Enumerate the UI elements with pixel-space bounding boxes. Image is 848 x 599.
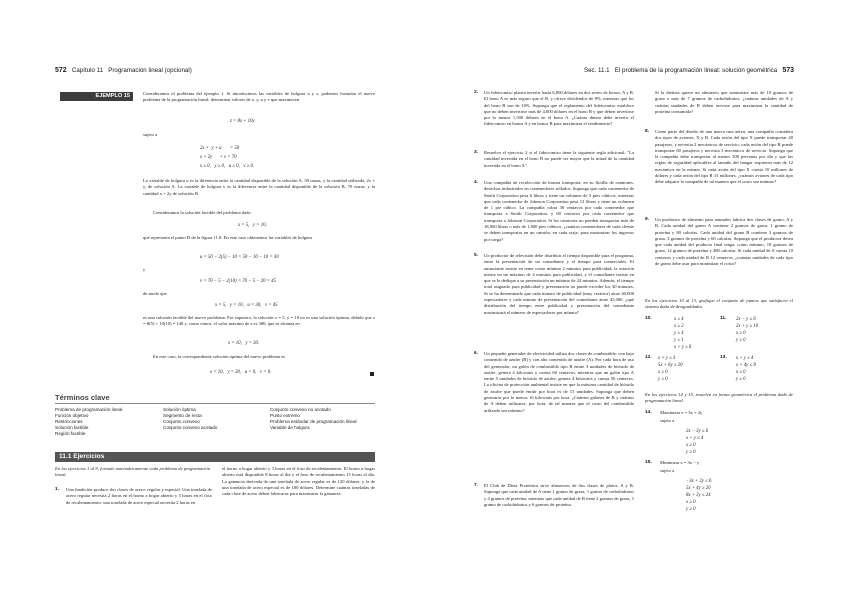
exercise-1-text-b: el horno a hogar abierto y 3 horas en el foso de recalentamiento. El horno a hogar abierto está disponible 8 horas al día y el foso de recalentamiento 15 horas al día. La ganancia derivada de una tonelada de acero regular es de 120 dólares, y la de una tonelada de acero especial es de 100 dólares. Determine cuántas toneladas de cada clase de acero deben fabricarse para maximizar la ganancia. <box>222 466 375 497</box>
exercise-1-text-a: Una fundición produce dos clases de acero: regular y especial. Una tonelada de acero regular necesita 2 horas en el horno a hogar abierto y 5 horas en el foso de recalentamiento; una tonelada de acero especial necesita 2 horas en <box>66 487 212 505</box>
key-term: Función objetivo <box>55 413 89 418</box>
exercise-2-text: Un fideicomiso planea invertir hasta 6,000 dólares en dos series de bonos, A y B. El bono A es más seguro que el B, y ofrece dividendos de 8%, mientras que los del bono B son de 10%. Suponga que el reglamento del fideicomiso establece que no deben invertirse más de 4,000 dólares en el bono B y que deben invertirse por lo menos 1,500 dólares en el bono A. ¿Cuánto dinero debe invertir el fideicomiso en bonos A y en bonos B para maximizar el rendimiento? <box>484 90 634 127</box>
exercise-12-system: x + y ≤ 3 5x + 6y ≥ 20 x ≥ 0 y ≥ 0 <box>658 356 683 382</box>
exercise-14-objective: Maximizar z = 3x + 2y <box>660 410 703 415</box>
exercise-5-text: Un productor de televisión debe distribuir el tiempo disponible para el programa, entre la presentación de un comediante y el tiempo para comerciales. El anunciante insiste en tener como mínimo 2 minutos para publicidad; la estación insiste en un máximo de 4 minutos para publicidad, y el comediante insiste en que se le dedique a su presentación un mínimo de 24 minutos. Además, el tiempo total asignado para publicidad y presentación no puede exceder los 30 minutos. Si se ha determinado que cada minuto de publicidad (muy creativa) atrae 40,000 espectadores y cada minuto de presentación del comediante atrae 45,000, ¿qué distribución del tiempo entre publicidad y presentación del comediante maximizará el número de espectadores por minuto? <box>484 253 634 315</box>
y-word: y <box>143 267 146 272</box>
exercises-instructions: En los ejercicios 1 al 9, formule matemáticamente cada problema de programación lineal. <box>55 466 210 478</box>
example-p3: que representa el punto D de la figura 11.8. En este caso obtenemos las variables de holgura <box>143 235 312 240</box>
example-p2: Consideramos la solución factible del problema dado <box>153 210 251 215</box>
exercise-6-text: Un pequeño generador de electricidad utiliza dos clases de combustible: con bajo contenido de azufre (B) y con alto contenido de azufre (A). Por cada hora de uso del generador, un galón de combustible tipo B emite 3 unidades de bióxido de azufre, genera 4 kilowatts y cuesta 60 centavos, mientras que un galón tipo A emite 5 unidades de bióxido de azufre, genera 4 kilowatts y cuesta 50 centavos. La oficina de protección ambiental insiste en que la máxima cantidad de bióxido de azufre que puede emitir por hora es de 15 unidades. Suponga que deben generarse por lo menos 16 kilowatts por hora. ¿Cuántos galones de B y cuántos de A deben utilizarse, por hora, de tal manera que el costo del combustible utilizado sea mínimo? <box>484 351 634 413</box>
key-terms-rule <box>55 403 375 404</box>
key-term: Problema estándar de programación lineal <box>270 419 357 424</box>
exercise-13-number: 13. <box>720 355 727 360</box>
exercise-11-number: 11. <box>720 316 727 321</box>
exercise-15-number: 15. <box>645 460 652 465</box>
eq-2: u = 50 − 2(5) − 10 = 50 − 10 − 10 = 30 <box>200 255 279 260</box>
key-term: Conjunto convexo acotado <box>163 425 218 430</box>
left-title: Programación lineal (opcional) <box>108 67 192 74</box>
exercises-14-15-instructions: En los ejercicios 14 y 15, resuelva en forma geométrica el problema dado de programación lineal. <box>645 392 793 404</box>
example-p1: La variable de holgura u es la diferencia entre la cantidad disponible de la solución A, 50 onzas, y la cantidad utilizada, 2x + y, de solución A. La variable de holgura v es la diferencia entre la cantidad disponible de la solución B, 70 onzas, y la cantidad x + 2y de solución B. <box>143 178 375 196</box>
right-title: El problema de la programación lineal: solución geométrica <box>614 67 778 74</box>
exercises-10-13-instructions: En los ejercicios 10 al 13, grafique el conjunto de puntos que satisfacen el sistema dado de desigualdades. <box>645 298 793 310</box>
exercise-7-continued: Si la dietista quiere un almuerzo que suministre más de 10 gramos de grasa o más de 7 gramos de carbohidratos, ¿cuántas unidades de A y cuántas unidades de B deben servirse para maximizar la cantidad de proteína consumida? <box>655 90 793 114</box>
exercise-15-subject: sujeto a <box>660 468 675 473</box>
example-p4: de modo que <box>143 291 167 296</box>
constraint-3: x ≥ 0, y ≥ 0, u ≥ 0, v ≥ 0. <box>200 164 255 169</box>
key-term: Restricciones <box>55 419 83 424</box>
left-chapter: Capítulo 11 <box>71 67 104 74</box>
key-term: Región factible <box>55 431 86 436</box>
key-term: Conjunto convexo no acotado <box>270 407 331 412</box>
example-intro: Consideramos el problema del ejemplo 1. Si introducimos las variables de holgura u y v, podemos formular el nuevo problema de la programación lineal: determinar valores de x, y, u y v que maximicen <box>143 91 375 103</box>
subject-to: sujeto a <box>143 132 158 137</box>
eq-3: v = 70 − 5 − 2(10) = 70 − 5 − 20 = 45 <box>200 279 276 284</box>
example-p6: En este caso, la correspondiente solución óptima del nuevo problema es <box>153 354 286 359</box>
exercise-4-text: Una compañía de recolección de basura transporta, en su flotilla de camiones, desechos industriales en contenedores sellados. Suponga que cada contenedor de Smith Corporation pesa 6 libras y tiene un volumen de 3 pies cúbicos, mientras que cada contenedor de Johnson Corporation pesa 12 libras y tiene un volumen de 1 pie cúbico. La compañía cobra 30 centavos por cada contenedor que transporta a Smith Corporation, y 60 centavos por cada contenedor que transporta a Johnson Corporation. Si los camiones no pueden transportar más de 18,000 libras o más de 1,800 pies cúbicos, ¿cuántos contenedores de cada cliente se deben transportar en un camión, en cada viaje, para maximizar los ingresos por carga? <box>484 180 634 242</box>
key-term: Segmento de recta <box>163 413 202 418</box>
key-term: Conjunto convexo <box>163 419 200 424</box>
right-running-header <box>584 67 794 74</box>
exercise-3-text: Resuelva el ejercicio 2 si el fideicomiso tiene la siguiente regla adicional: "La cantidad invertida en el bono B no puede ser mayor que la mitad de la cantidad invertida en el bono A". <box>484 150 634 168</box>
constraint-2: x + 2y + v = 70 <box>200 155 237 160</box>
exercise-11-system: 2x − y ≤ 6 2x + y ≥ 10 x ≥ 0 y ≥ 0 <box>736 317 759 343</box>
left-running-header <box>55 67 192 74</box>
exercise-15-objective: Minimizar z = 3x − y <box>660 460 700 465</box>
exercise-14-number: 14. <box>645 410 652 415</box>
exercise-2-number: 2. <box>474 90 479 95</box>
exercise-7-number: 7. <box>474 483 479 488</box>
key-terms-col-1 <box>55 407 122 437</box>
exercise-8-text: Como parte del diseño de una nueva ruta aérea, una compañía considera dos tipos de aviones, X y R. Cada avión del tipo X puede transportar 40 pasajeros, y necesita 2 mecánicos de servicio; cada avión del tipo R puede transportar 60 pasajeros y necesita 3 mecánicos de servicio. Suponga que la compañía debe transportar al menos 300 personas por día y que las reglas de seguridad aplicables al tamaño del hangar requieren más de 12 mecánicos en la misma. Si cada avión del tipo X cuesta 10 millones de dólares y cada avión del tipo R 15 millones, ¿cuántos aviones de cada tipo debe adquirir la compañía de tal manera que el costo sea mínimo? <box>655 129 793 185</box>
key-term: Solución óptima <box>163 407 196 412</box>
exercise-4-number: 4. <box>474 180 479 185</box>
key-term: Solución factible <box>55 425 89 430</box>
key-term: Variable de holgura <box>270 425 310 430</box>
key-term: Punto extremo <box>270 413 300 418</box>
exercise-9-number: 9. <box>645 217 650 222</box>
exercise-12-number: 12. <box>645 355 652 360</box>
example-p5: es una solución factible del nuevo problema. Por supuesto, la solución x = 5, y = 10 no es una solución óptima, debido que z = 8(5) + 10(10) = 140 y, como vimos, el valor máximo de z es 380, que se alcanza en <box>143 315 375 327</box>
exercise-10-number: 10. <box>645 316 652 321</box>
constraint-1: 2x + y + u = 50 <box>200 146 240 151</box>
key-terms-title: Términos clave <box>55 393 110 402</box>
right-page-number: 573 <box>782 67 794 74</box>
key-terms-col-3 <box>270 407 357 431</box>
eq-4: x = 5, y = 10, u = 30, v = 45 <box>215 303 278 308</box>
exercise-10-system: x ≤ 4 x ≥ 2 y ≥ 4 y ≥ 1 x + y ≥ 6 <box>674 317 692 350</box>
exercise-7-text: El Club de Dieta Proteínica sirve almuerzos de dos clases de platos, A y B. Suponga que cada unidad de A tiene 1 gramo de grasa, 1 gramo de carbohidratos y 4 gramos de proteína, mientras que cada unidad de B tiene 2 gramos de grasa, 1 gramo de carbohidratos y 6 gramos de proteína. <box>484 483 635 507</box>
exercise-6-number: 6. <box>474 351 479 356</box>
left-page-number: 572 <box>55 67 67 74</box>
exercise-1-number: 1. <box>55 487 60 492</box>
exercise-9-text: Un productor de alimento para animales fabrica dos clases de grano, A y B. Cada unidad del grano A contiene 2 gramos de grasa, 1 gramo de proteína y 80 calorías. Cada unidad del grano B contiene 3 gramos de grasa, 3 gramos de proteína y 60 calorías. Suponga que el productor desea que cada unidad del producto final tenga, como mínimo, 18 gramos de grasa, 12 gramos de proteína y 480 calorías. Si cada unidad de A cuesta 10 centavos y cada unidad de B 12 centavos, ¿cuántas unidades de cada tipo de grano debe usar para minimizar el costo? <box>655 217 793 267</box>
right-section: Sec. 11.1 <box>583 67 610 74</box>
eq-5: x = 10, y = 30. <box>228 341 260 346</box>
eq-1: x = 5, y = 10, <box>238 223 267 228</box>
end-of-example-mark <box>370 372 374 376</box>
example-label: EJEMPLO 15 <box>60 92 133 101</box>
exercises-title: 11.1 Ejercicios <box>55 452 375 462</box>
exercise-8-number: 8. <box>645 129 650 134</box>
exercise-14-system: 2x − 3y ≤ 6 x + y ≤ 4 x ≥ 0 y ≥ 0 <box>686 429 709 455</box>
key-terms-col-2 <box>163 407 217 431</box>
exercise-14-subject: sujeto a <box>660 418 675 423</box>
right-page <box>424 0 848 599</box>
exercise-13-system: x + y ≥ 4 x + 4y ≤ 8 x ≥ 0 y ≥ 0 <box>736 356 756 382</box>
eq-6: x = 10, y = 30, u = 0, v = 0. <box>210 370 272 375</box>
exercise-3-number: 3. <box>474 150 479 155</box>
key-term: Problema de programación lineal <box>55 407 123 412</box>
objective-eq: z = 8x + 10y <box>230 119 255 124</box>
exercise-5-number: 5. <box>474 253 479 258</box>
exercise-15-system: −3x + 2y ≤ 6 5x + 4y ≥ 20 8x + 3y ≤ 24 x ≥ 0 y ≥ 0 <box>686 479 712 512</box>
